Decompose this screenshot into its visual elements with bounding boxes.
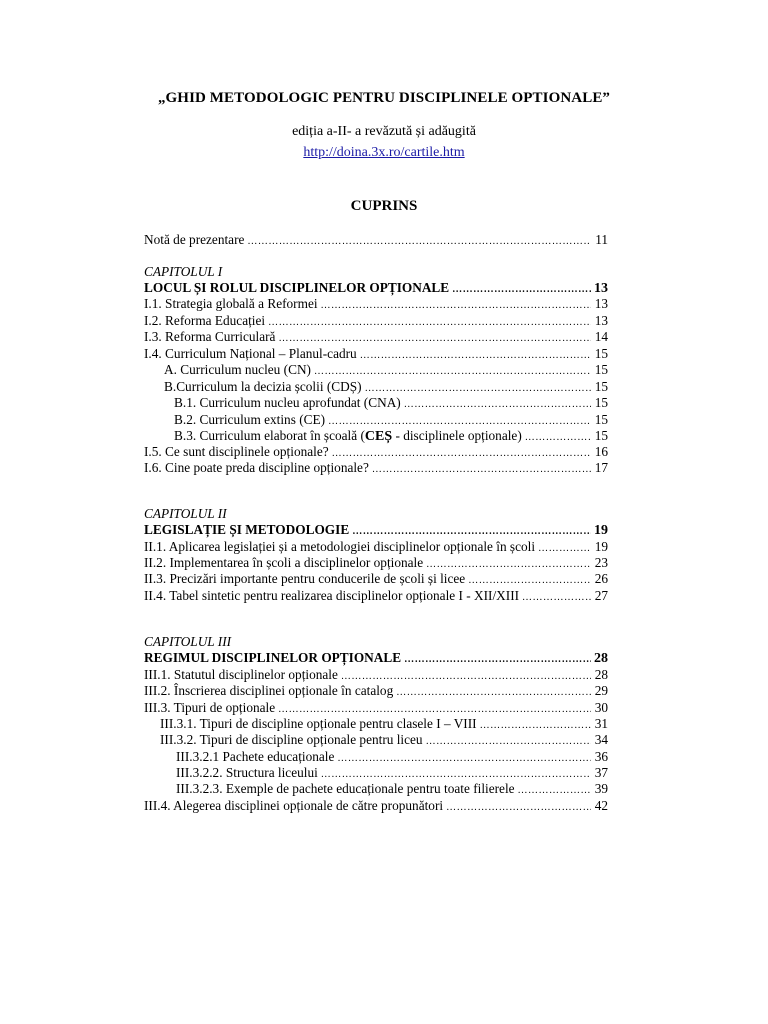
toc-entry[interactable]: II.2. Implementarea în școli a disciplinelor opționale ………………………………………………………………………………………………………………………………………………………… 23 xyxy=(144,554,608,571)
chapter-2-title[interactable]: LEGISLAȚIE ȘI METODOLOGIE ………………………………………………………………………………………………………………………………………………………… 19 xyxy=(144,521,608,538)
toc-entry[interactable]: I.5. Ce sunt disciplinele opționale? ………………………………………………………………………………………………………………………………………………………… 16 xyxy=(144,443,608,460)
toc-entry[interactable]: III.2. Înscrierea disciplinei opționale în catalog ………………………………………………………………………………………………………………………………………………………… 29 xyxy=(144,682,608,699)
toc-entry[interactable]: I.6. Cine poate preda discipline opționale? ………………………………………………………………………………………………………………………………………………………… 17 xyxy=(144,459,608,476)
toc-entry[interactable]: B.2. Curriculum extins (CE) ………………………………………………………………………………………………………………………………………………………… 15 xyxy=(144,411,608,428)
toc-heading: CUPRINS xyxy=(350,198,418,214)
chapter-1-title[interactable]: LOCUL ȘI ROLUL DISCIPLINELOR OPȚIONALE ………………………………………………………………………………………………………………………………………………………… 13 xyxy=(144,279,608,296)
toc-entry[interactable]: III.3.2.2. Structura liceului ………………………………………………………………………………………………………………………………………………………… 37 xyxy=(144,764,608,781)
edition-note: ediția a-II- a revăzută și adăugită xyxy=(292,124,476,139)
chapter-3-label: CAPITOLUL III xyxy=(144,634,232,649)
toc-entry[interactable]: I.2. Reforma Educației ………………………………………………………………………………………………………………………………………………………… 13 xyxy=(144,312,608,329)
toc-entry[interactable]: III.1. Statutul disciplinelor opționale ………………………………………………………………………………………………………………………………………………………… 28 xyxy=(144,666,608,683)
leader-dots xyxy=(247,233,591,250)
toc-entry[interactable]: B.1. Curriculum nucleu aprofundat (CNA) ………………………………………………………………………………………………………………………………………………………… 15 xyxy=(144,394,608,411)
toc-entry[interactable]: II.1. Aplicarea legislației și a metodologiei disciplinelor opționale în școli ………………………………………………………………………………………………………………………………………………………… 19 xyxy=(144,538,608,555)
toc-entry[interactable]: III.3.2.1 Pachete educaționale ………………………………………………………………………………………………………………………………………………………… 36 xyxy=(144,748,608,765)
toc-entry-intro[interactable]: Notă de prezentare ………………………………………………………………………………………………………………………………………………………… 11 xyxy=(144,231,608,248)
toc-entry[interactable]: II.4. Tabel sintetic pentru realizarea disciplinelor opționale I - XII/XIII ………………………………………………………………………………………………………………………………………………………… 27 xyxy=(144,587,608,604)
toc-entry[interactable]: I.3. Reforma Curriculară ………………………………………………………………………………………………………………………………………………………… 14 xyxy=(144,328,608,345)
toc-entry[interactable]: I.4. Curriculum Național – Planul-cadru ………………………………………………………………………………………………………………………………………………………… 15 xyxy=(144,345,608,362)
toc-entry[interactable]: III.3.2. Tipuri de discipline opționale pentru liceu ………………………………………………………………………………………………………………………………………………………… 34 xyxy=(144,731,608,748)
toc-entry[interactable]: B.Curriculum la decizia școlii (CDȘ) ………………………………………………………………………………………………………………………………………………………… 15 xyxy=(144,378,608,395)
chapter-3-title[interactable]: REGIMUL DISCIPLINELOR OPȚIONALE ………………………………………………………………………………………………………………………………………………………… 28 xyxy=(144,649,608,666)
toc-entry[interactable]: III.3.1. Tipuri de discipline opționale pentru clasele I – VIII ………………………………………………………………………………………………………………………………………………………… 31 xyxy=(144,715,608,732)
chapter-1-label: CAPITOLUL I xyxy=(144,264,223,279)
toc-entry[interactable]: III.3. Tipuri de opționale ………………………………………………………………………………………………………………………………………………………… 30 xyxy=(144,699,608,716)
document-title: „GHID METODOLOGIC PENTRU DISCIPLINELE OPTIONALE” xyxy=(157,90,611,106)
toc-entry[interactable]: III.4. Alegerea disciplinei opționale de către propunători ………………………………………………………………………………………………………………………………………………………… 42 xyxy=(144,797,608,814)
source-link[interactable]: http://doina.3x.ro/cartile.htm xyxy=(303,145,465,160)
toc-entry[interactable]: B.3. Curriculum elaborat în școală (CEȘ - disciplinele opționale) ………………………………………………………………………………………………………………………………………………………… 15 xyxy=(144,427,608,444)
toc-entry[interactable]: II.3. Precizări importante pentru conducerile de școli și licee ………………………………………………………………………………………………………………………………………………………… 26 xyxy=(144,570,608,587)
toc-entry[interactable]: I.1. Strategia globală a Reformei ………………………………………………………………………………………………………………………………………………………… 13 xyxy=(144,295,608,312)
toc-entry[interactable]: III.3.2.3. Exemple de pachete educaționale pentru toate filierele ………………………………………………………………………………………………………………………………………………………… 39 xyxy=(144,780,608,797)
toc-entry[interactable]: A. Curriculum nucleu (CN) ………………………………………………………………………………………………………………………………………………………… 15 xyxy=(144,361,608,378)
chapter-2-label: CAPITOLUL II xyxy=(144,506,227,521)
